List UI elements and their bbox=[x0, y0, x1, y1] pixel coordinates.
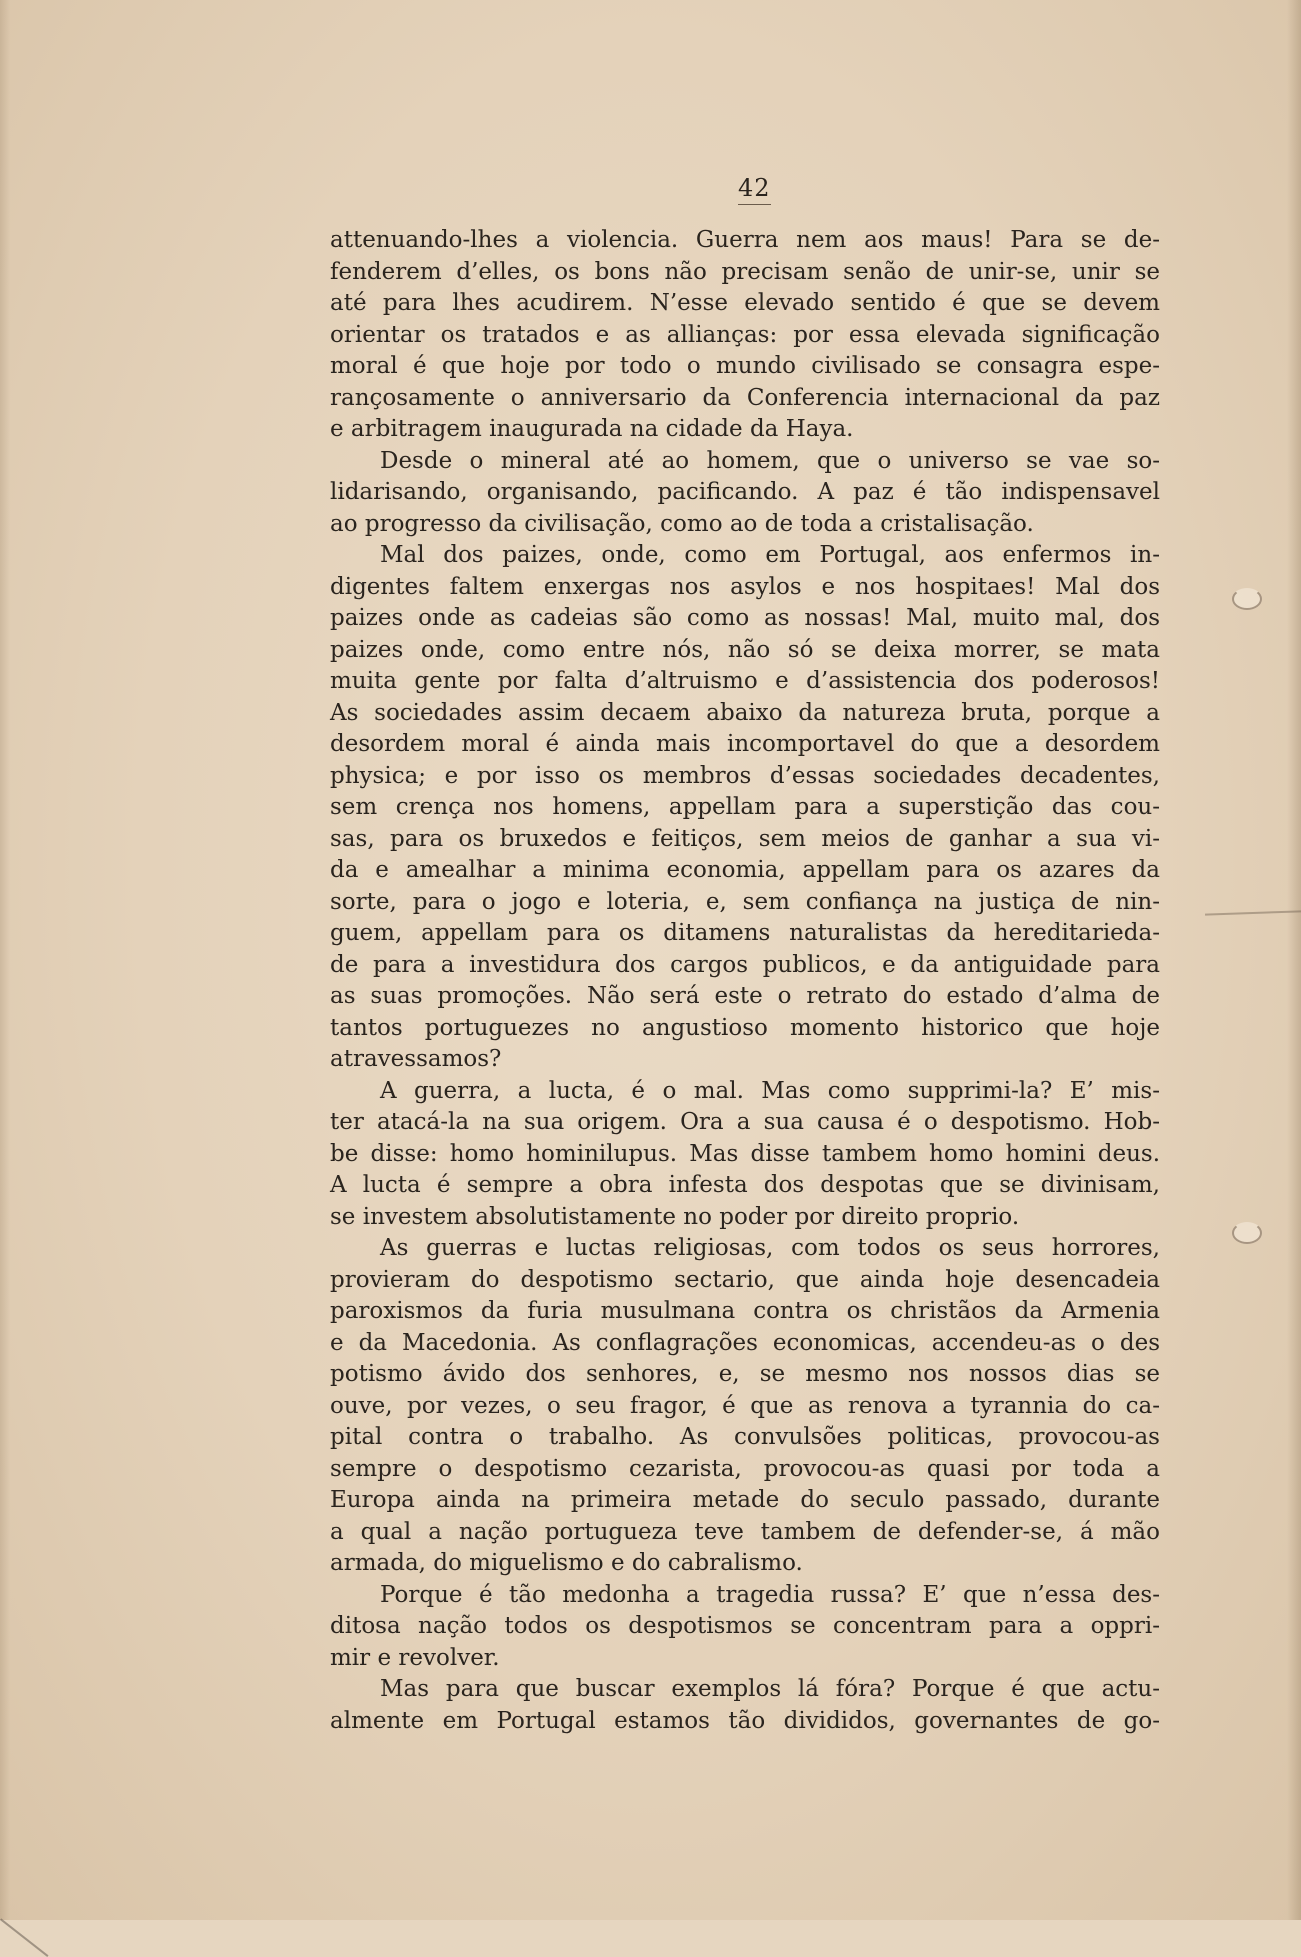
text-line: lidarisando, organisando, pacificando. A paz é tão indispensavel bbox=[330, 479, 1160, 505]
text-line: guem, appellam para os ditamens naturalistas da hereditarieda- bbox=[330, 920, 1160, 946]
text-line: As sociedades assim decaem abaixo da natureza bruta, porque a bbox=[330, 699, 1160, 726]
text-line: de para a investidura dos cargos publicos, e da antiguidade para bbox=[330, 951, 1160, 978]
text-line: muita gente por falta d’altruismo e d’assistencia dos poderosos! bbox=[330, 668, 1160, 694]
text-line: mir e revolver. bbox=[330, 1644, 500, 1671]
text-line: armada, do miguelismo e do cabralismo. bbox=[330, 1550, 803, 1576]
text-line: fenderem d’elles, os bons não precisam senão de unir-se, unir se bbox=[330, 258, 1160, 285]
paper-edge-shadow-left bbox=[0, 0, 10, 1920]
text-line: paizes onde as cadeias são como as nossas! Mal, muito mal, dos bbox=[330, 605, 1160, 631]
text-line: da e amealhar a minima economia, appellam para os azares da bbox=[330, 857, 1160, 883]
text-line: ditosa nação todos os despotismos se concentram para a oppri- bbox=[330, 1613, 1160, 1639]
text-line: ouve, por vezes, o seu fragor, é que as renova a tyrannia do ca- bbox=[330, 1392, 1160, 1419]
text-line: ter atacá-la na sua origem. Ora a sua causa é o despotismo. Hob- bbox=[330, 1109, 1160, 1135]
text-line: Desde o mineral até ao homem, que o universo se vae so- bbox=[380, 447, 1160, 474]
text-line: be disse: homo hominilupus. Mas disse tambem homo homini deus. bbox=[330, 1140, 1160, 1167]
text-line: orientar os tratados e as allianças: por essa elevada significação bbox=[330, 321, 1160, 348]
text-line: atravessamos? bbox=[330, 1046, 502, 1072]
text-line: rançosamente o anniversario da Conferencia internacional da paz bbox=[330, 384, 1160, 411]
text-line: desordem moral é ainda mais incomportavel do que a desordem bbox=[330, 731, 1160, 757]
text-line: As guerras e luctas religiosas, com todos os seus horrores, bbox=[380, 1235, 1160, 1261]
text-line: digentes faltem enxergas nos asylos e nos hospitaes! Mal dos bbox=[330, 573, 1160, 600]
text-line: sorte, para o jogo e loteria, e, sem confiança na justiça de nin- bbox=[330, 888, 1160, 915]
text-line: as suas promoções. Não será este o retrato do estado d’alma de bbox=[330, 983, 1160, 1009]
text-line: sem crença nos homens, appellam para a superstição das cou- bbox=[330, 794, 1160, 820]
text-line: Mas para que buscar exemplos lá fóra? Porque é que actu- bbox=[380, 1676, 1160, 1702]
text-line: almente em Portugal estamos tão divididos, governantes de go- bbox=[330, 1707, 1160, 1734]
text-line: physica; e por isso os membros d’essas sociedades decadentes, bbox=[330, 762, 1160, 789]
text-line: Porque é tão medonha a tragedia russa? E’ que n’essa des- bbox=[380, 1581, 1160, 1608]
text-line: sempre o despotismo cezarista, provocou-as quasi por toda a bbox=[330, 1455, 1160, 1482]
text-line: tantos portuguezes no angustioso momento historico que hoje bbox=[330, 1014, 1160, 1041]
page-number: 42 bbox=[738, 174, 771, 205]
text-line: até para lhes acudirem. N’esse elevado sentido é que se devem bbox=[330, 290, 1160, 316]
text-line: paizes onde, como entre nós, não só se deixa morrer, se mata bbox=[330, 636, 1160, 663]
text-line: attenuando-lhes a violencia. Guerra nem aos maus! Para se de- bbox=[330, 227, 1160, 253]
text-line: ao progresso da civilisação, como ao de toda a cristalisação. bbox=[330, 510, 1034, 537]
text-line: Europa ainda na primeira metade do seculo passado, durante bbox=[330, 1487, 1160, 1513]
text-line: Mal dos paizes, onde, como em Portugal, aos enfermos in- bbox=[380, 542, 1160, 568]
text-line: A guerra, a lucta, é o mal. Mas como supprimi-la? E’ mis- bbox=[380, 1077, 1160, 1104]
binding-hole-mark bbox=[1232, 1222, 1262, 1244]
text-line: pital contra o trabalho. As convulsões politicas, provocou-as bbox=[330, 1424, 1160, 1450]
text-line: a qual a nação portugueza teve tambem de defender-se, á mão bbox=[330, 1518, 1160, 1545]
paper-edge-shadow-right bbox=[1287, 0, 1301, 1920]
text-line: paroxismos da furia musulmana contra os christãos da Armenia bbox=[330, 1298, 1160, 1324]
text-line: sas, para os bruxedos e feitiços, sem meios de ganhar a sua vi- bbox=[330, 825, 1160, 852]
text-line: se investem absolutistamente no poder por direito proprio. bbox=[330, 1203, 1020, 1230]
text-line: A lucta é sempre a obra infesta dos despotas que se divinisam, bbox=[330, 1172, 1160, 1198]
text-line: provieram do despotismo sectario, que ainda hoje desencadeia bbox=[330, 1266, 1160, 1293]
text-line: potismo ávido dos senhores, e, se mesmo nos nossos dias se bbox=[330, 1361, 1160, 1387]
binding-hole-mark bbox=[1232, 588, 1262, 610]
text-line: moral é que hoje por todo o mundo civilisado se consagra espe- bbox=[330, 353, 1160, 379]
text-line: e da Macedonia. As conflagrações economicas, accendeu-as o des bbox=[330, 1329, 1160, 1356]
text-line: e arbitragem inaugurada na cidade da Haya. bbox=[330, 416, 854, 442]
body-text bbox=[330, 225, 1160, 1737]
corner-fold-mark bbox=[0, 1918, 49, 1957]
